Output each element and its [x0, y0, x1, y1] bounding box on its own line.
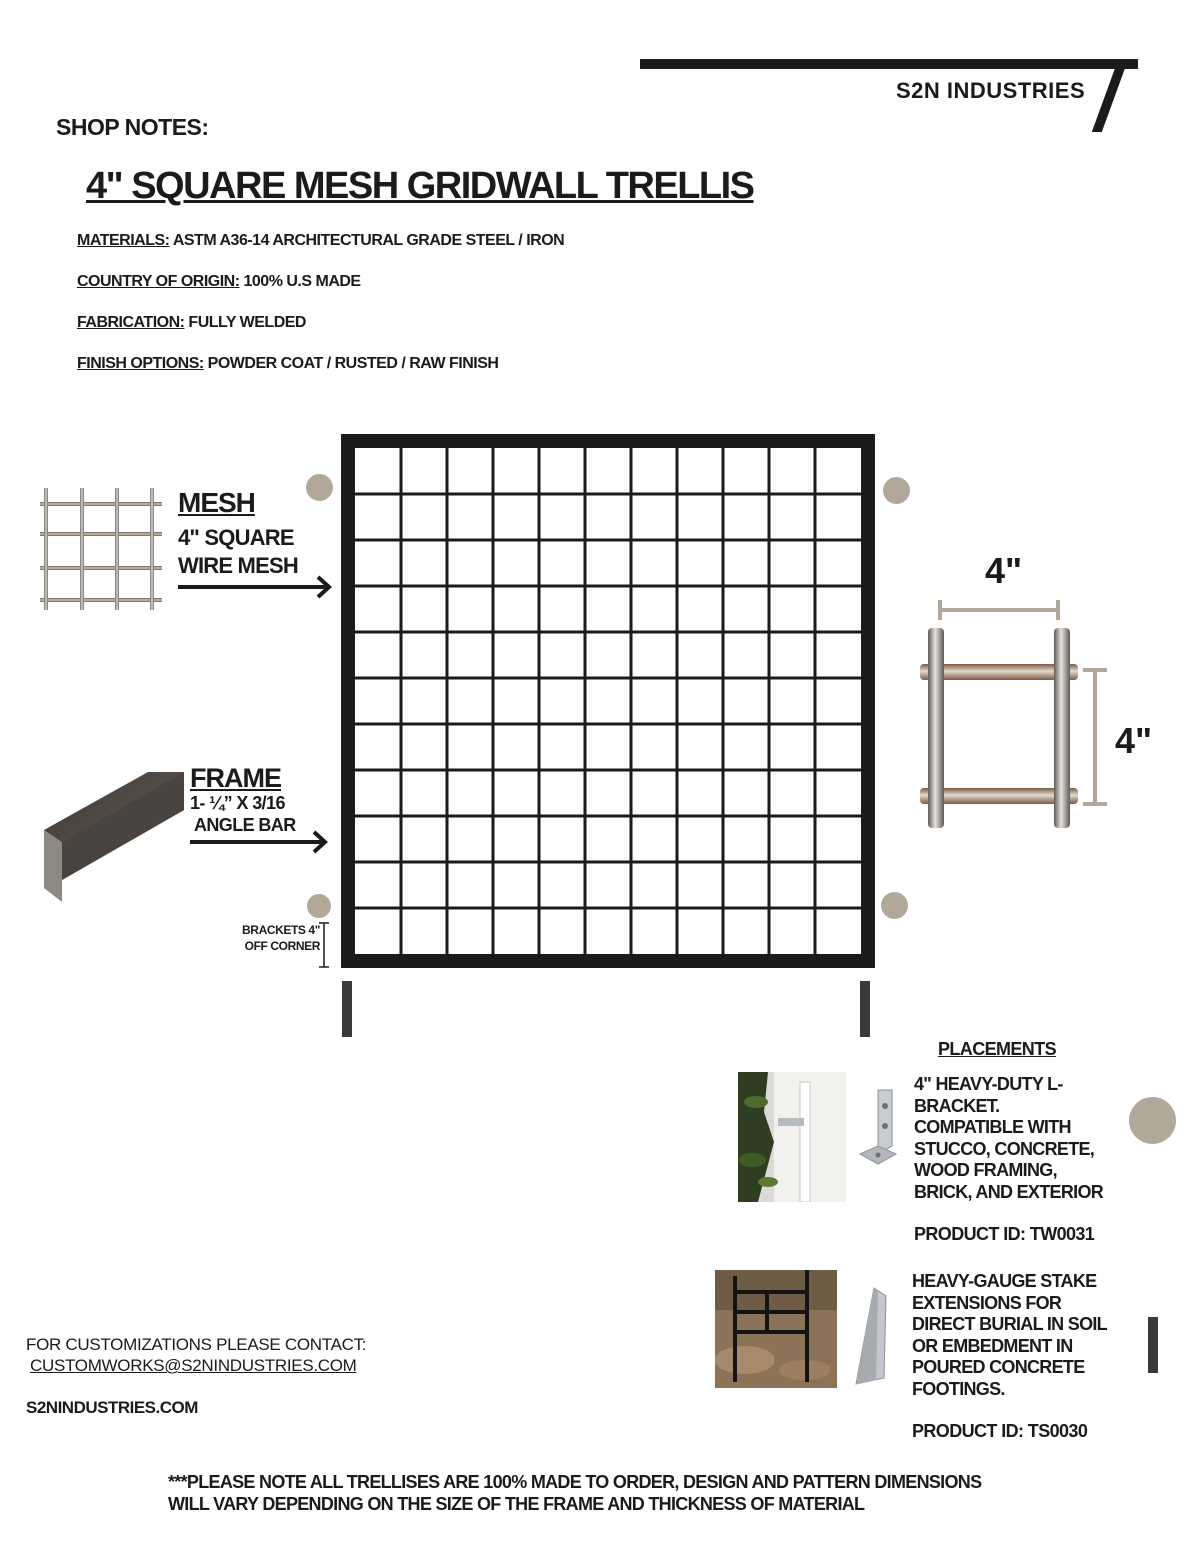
mesh-height-dimension-line	[1082, 667, 1108, 807]
placement-description-line: HEAVY-GAUGE STAKE	[912, 1271, 1097, 1291]
placement-description-line: COMPATIBLE WITH	[914, 1117, 1071, 1137]
bracket-dot-top-right	[883, 477, 910, 504]
mesh-width-label: 4"	[985, 550, 1023, 591]
mesh-detail-image	[918, 626, 1080, 830]
spec-value: FULLY WELDED	[184, 314, 306, 331]
mesh-height-label: 4"	[1115, 720, 1153, 761]
placement-description-line: OR EMBEDMENT IN	[912, 1335, 1073, 1356]
mesh-arrow-icon	[178, 574, 334, 600]
spec-label: MATERIALS:	[77, 232, 170, 249]
stake-installed-photo	[715, 1270, 837, 1388]
bracket-dot-top-left	[306, 474, 333, 501]
frame-description-line: ANGLE BAR	[194, 815, 296, 835]
product-id-stake: PRODUCT ID: TS0030	[912, 1421, 1088, 1441]
bracket-note	[222, 922, 320, 954]
stake-left	[342, 981, 352, 1037]
brand-slash	[1092, 60, 1128, 132]
mesh-swatch-image	[40, 488, 162, 610]
product-id-l-bracket: PRODUCT ID: TW0031	[914, 1224, 1095, 1244]
spec-fabrication	[77, 314, 306, 332]
bracket-note-line: OFF CORNER	[244, 939, 320, 953]
website-link[interactable]: S2NINDUSTRIES.COM	[26, 1398, 198, 1417]
bracket-note-line: BRACKETS 4"	[242, 923, 320, 937]
spec-origin	[77, 273, 361, 291]
placement-description-line: BRICK, AND EXTERIOR	[914, 1181, 1104, 1202]
mesh-width-dimension-line	[937, 600, 1061, 620]
spec-label: COUNTRY OF ORIGIN:	[77, 273, 240, 290]
placement-description-line: WOOD FRAMING,	[914, 1160, 1057, 1180]
footer-note-line: WILL VARY DEPENDING ON THE SIZE OF THE FRAME AND THICKNESS OF MATERIAL	[168, 1493, 865, 1514]
placement-description-line: FOOTINGS.	[912, 1378, 1005, 1399]
shop-notes-heading: SHOP NOTES:	[56, 114, 209, 140]
stake-right	[860, 981, 870, 1037]
bracket-dimension-marker	[318, 922, 330, 968]
placement-description-line: POURED CONCRETE	[912, 1357, 1085, 1377]
mesh-description	[178, 524, 338, 580]
frame-label: FRAME	[190, 763, 281, 793]
spec-label: FABRICATION:	[77, 314, 185, 331]
spec-value: 100% U.S MADE	[239, 273, 361, 290]
l-bracket-installed-photo	[738, 1072, 846, 1202]
placement-description-line: BRACKET.	[914, 1095, 1000, 1116]
stake-icon	[852, 1286, 888, 1386]
footer-note-line: ***PLEASE NOTE ALL TRELLISES ARE 100% MADE TO ORDER, DESIGN AND PATTERN DIMENSIONS	[168, 1472, 982, 1492]
mesh-description-line: WIRE MESH	[178, 553, 298, 578]
trellis-grid	[355, 448, 861, 954]
spec-value: POWDER COAT / RUSTED / RAW FINISH	[203, 355, 499, 372]
frame-arrow-icon	[190, 829, 330, 855]
placement-description-line: DIRECT BURIAL IN SOIL	[912, 1314, 1107, 1334]
spec-label: FINISH OPTIONS:	[77, 355, 204, 372]
angle-bar-image	[40, 770, 186, 904]
frame-description-line: 1- ¼” X 3/16	[190, 793, 285, 813]
placement-item-stake	[912, 1271, 1127, 1400]
spec-finish	[77, 355, 498, 373]
mesh-label: MESH	[178, 487, 255, 518]
placement-description-line: 4" HEAVY-DUTY L-	[914, 1074, 1063, 1094]
footer-note	[168, 1472, 1068, 1515]
stake-legend-marker	[1148, 1317, 1158, 1373]
l-bracket-icon	[858, 1088, 900, 1168]
brand-bar	[640, 59, 1138, 69]
brand-name: S2N INDUSTRIES	[896, 78, 1086, 103]
bracket-legend-dot	[1129, 1097, 1176, 1144]
spec-value: ASTM A36-14 ARCHITECTURAL GRADE STEEL / IRON	[169, 232, 565, 249]
placements-heading: PLACEMENTS	[938, 1039, 1057, 1059]
placement-item-l-bracket	[914, 1074, 1129, 1203]
contact-block	[26, 1334, 366, 1376]
contact-prompt: FOR CUSTOMIZATIONS PLEASE CONTACT:	[26, 1335, 367, 1354]
spec-materials	[77, 232, 564, 250]
placement-description-line: STUCCO, CONCRETE,	[914, 1138, 1095, 1159]
page-title: 4" SQUARE MESH GRIDWALL TRELLIS	[86, 165, 754, 207]
contact-email-link[interactable]: CUSTOMWORKS@S2NINDUSTRIES.COM	[30, 1356, 357, 1375]
trellis-diagram	[341, 434, 875, 968]
bracket-dot-bottom-left	[307, 894, 331, 918]
mesh-description-line: 4" SQUARE	[178, 525, 294, 550]
bracket-dot-bottom-right	[881, 892, 908, 919]
placement-description-line: EXTENSIONS FOR	[912, 1292, 1062, 1313]
